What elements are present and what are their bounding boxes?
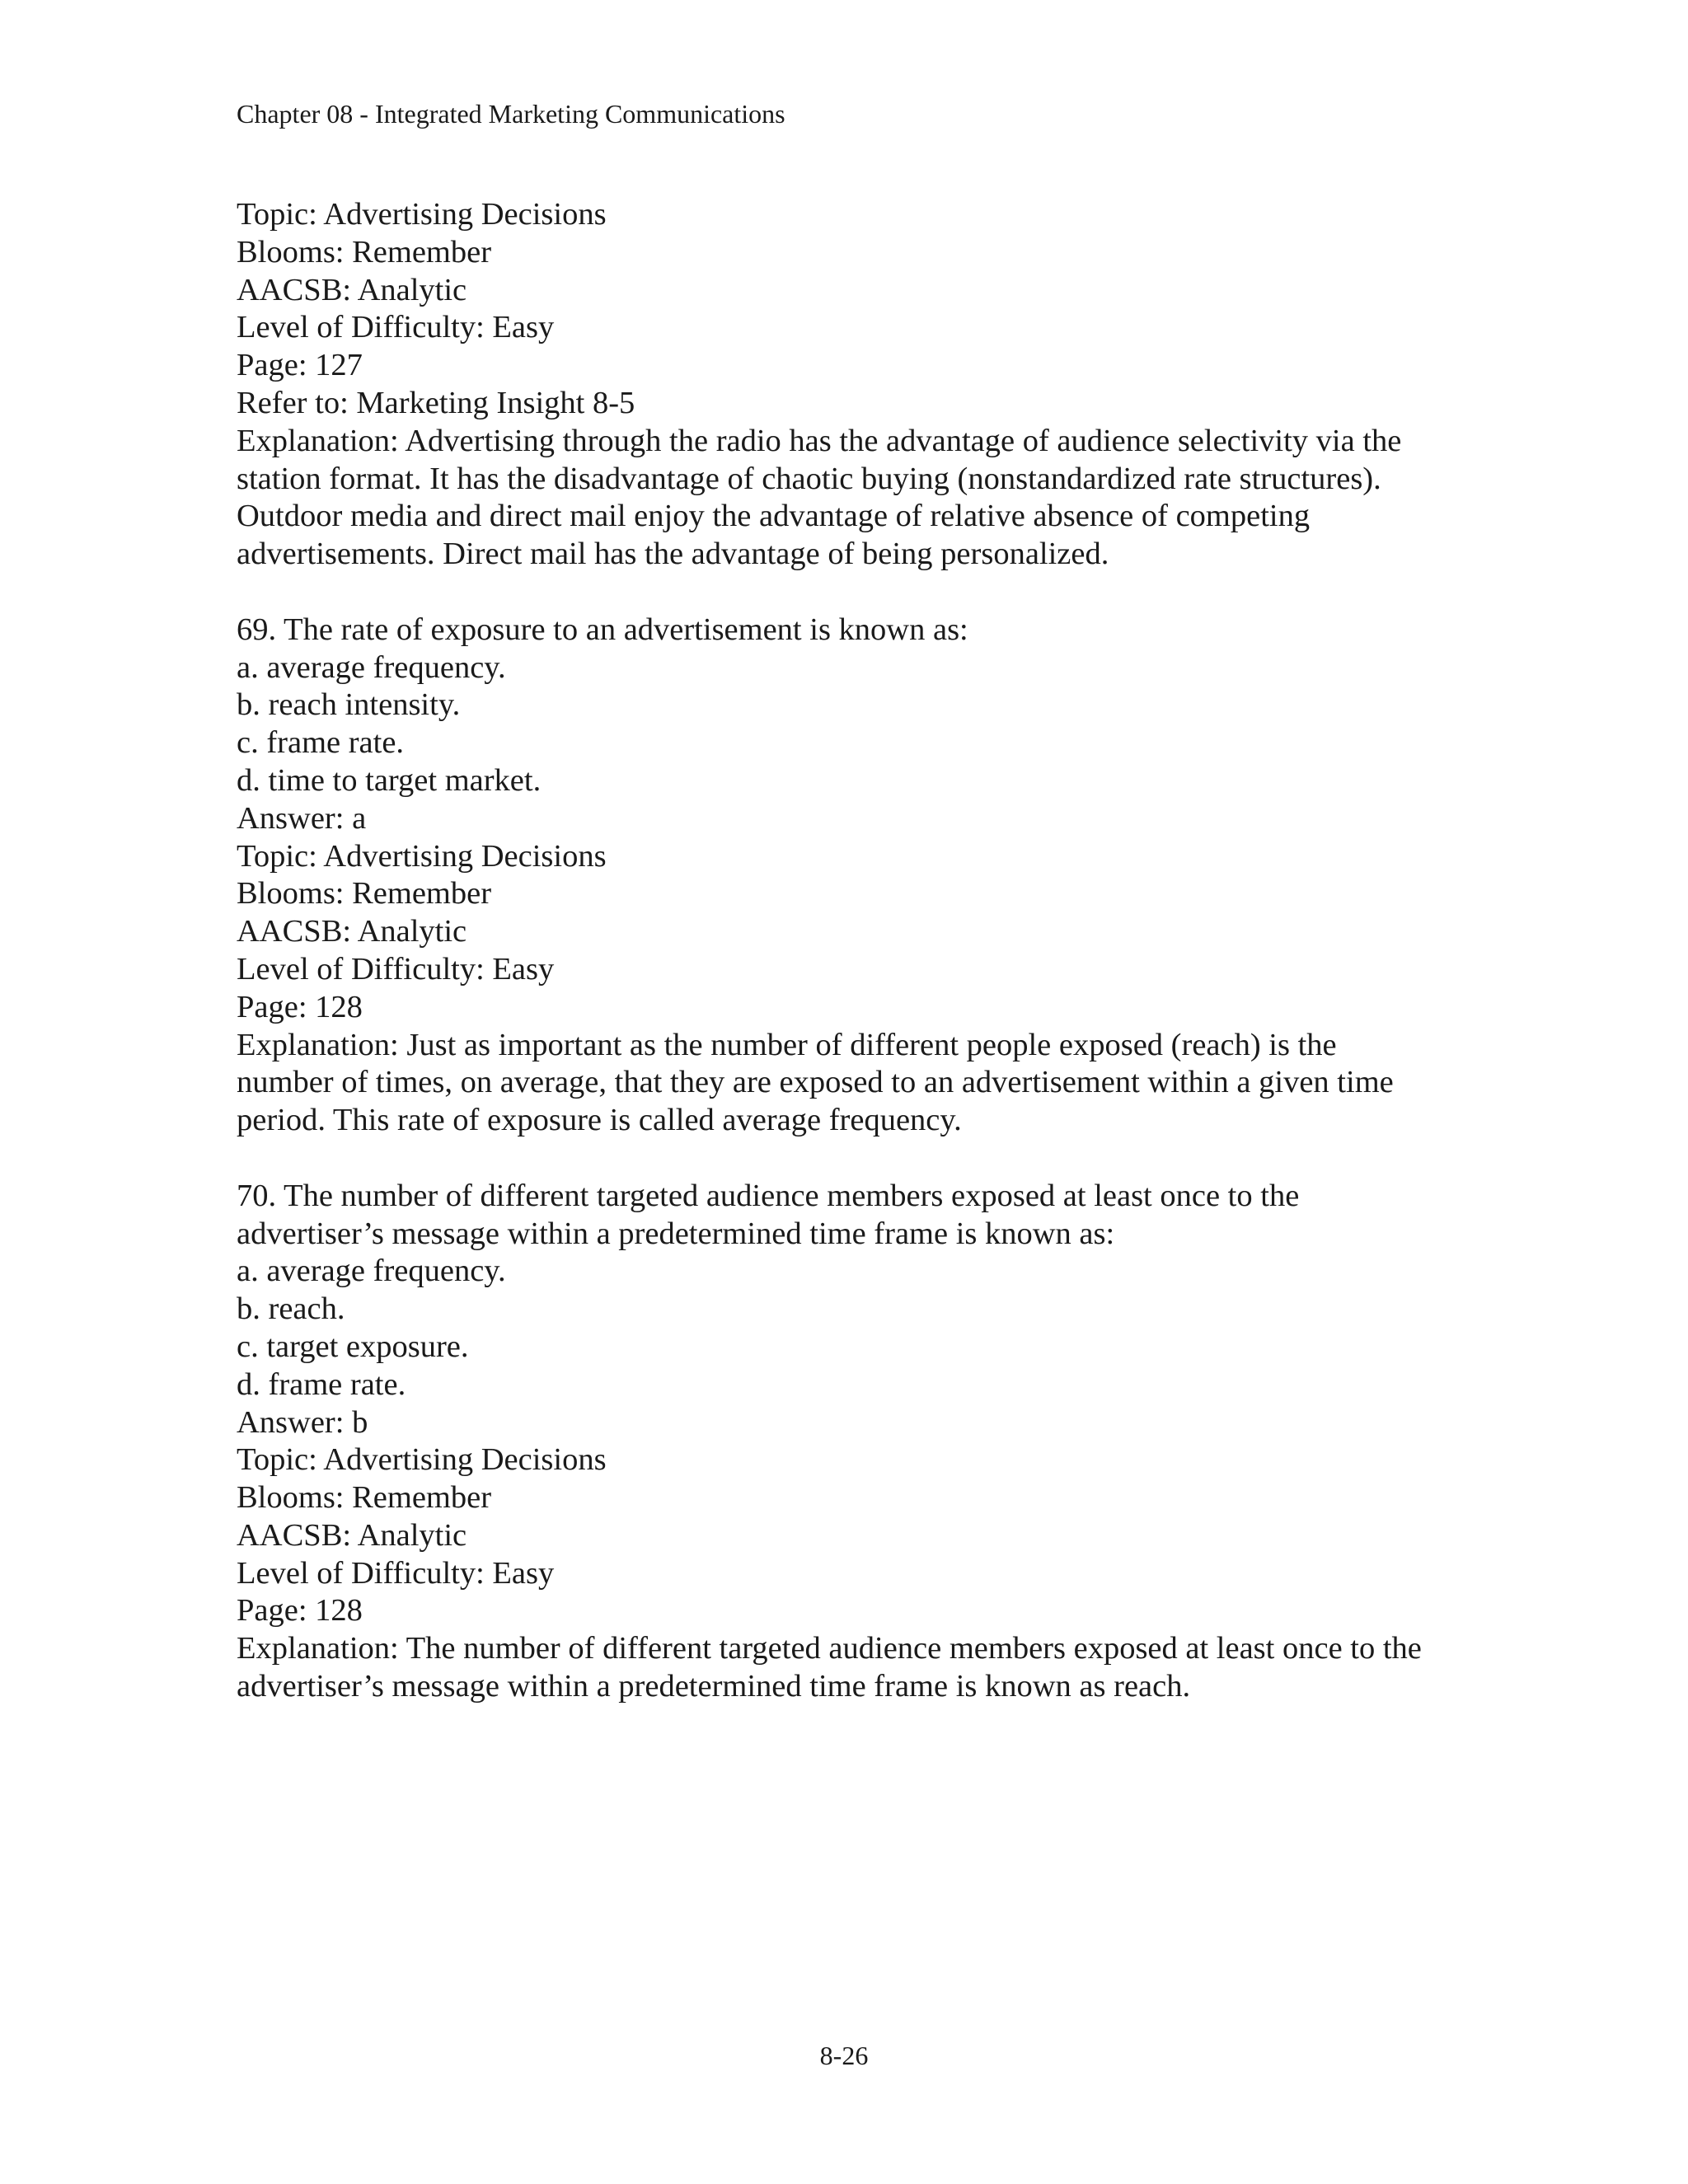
aacsb-line: AACSB: Analytic [237, 914, 467, 949]
question-68-metadata [237, 196, 1473, 574]
difficulty-line: Level of Difficulty: Easy [237, 310, 555, 345]
explanation-line: number of times, on average, that they are exposed to an advertisement within a given time [237, 1065, 1394, 1100]
page-line: Page: 127 [237, 348, 363, 383]
aacsb-line: AACSB: Analytic [237, 272, 467, 307]
blooms-line: Blooms: Remember [237, 234, 492, 269]
paragraph-gap [237, 574, 1473, 612]
question-text: advertiser’s message within a predetermined time frame is known as: [237, 1216, 1115, 1251]
explanation-line: Explanation: Advertising through the radio has the advantage of audience selectivity via the [237, 423, 1402, 458]
aacsb-line: AACSB: Analytic [237, 1517, 467, 1553]
document-body [237, 196, 1473, 1706]
question-text: 69. The rate of exposure to an advertisement is known as: [237, 612, 968, 647]
page-line: Page: 128 [237, 989, 363, 1024]
answer-option: b. reach. [237, 1291, 345, 1327]
refer-line: Refer to: Marketing Insight 8-5 [237, 385, 635, 420]
explanation-line: advertisements. Direct mail has the advantage of being personalized. [237, 537, 1109, 572]
answer-option: a. average frequency. [237, 649, 506, 685]
difficulty-line: Level of Difficulty: Easy [237, 951, 555, 987]
topic-line: Topic: Advertising Decisions [237, 838, 607, 874]
topic-line: Topic: Advertising Decisions [237, 1442, 607, 1478]
topic-line: Topic: Advertising Decisions [237, 197, 607, 232]
question-70 [237, 1178, 1473, 1706]
explanation-line: Explanation: Just as important as the number of different people exposed (reach) is the [237, 1027, 1337, 1062]
answer-option: b. reach intensity. [237, 687, 461, 723]
explanation-line: station format. It has the disadvantage of chaotic buying (nonstandardized rate structures). [237, 461, 1381, 496]
answer-option: c. target exposure. [237, 1329, 469, 1364]
explanation-line: advertiser’s message within a predetermined time frame is known as reach. [237, 1669, 1191, 1704]
paragraph-gap [237, 1140, 1473, 1178]
blooms-line: Blooms: Remember [237, 1480, 492, 1516]
explanation-line: Outdoor media and direct mail enjoy the advantage of relative absence of competing [237, 499, 1311, 534]
page-number: 8-26 [819, 2041, 869, 2070]
explanation-line: Explanation: The number of different targeted audience members exposed at least once to the [237, 1631, 1422, 1666]
answer-line: Answer: a [237, 800, 367, 836]
running-header: Chapter 08 - Integrated Marketing Communications [237, 99, 785, 129]
answer-option: a. average frequency. [237, 1254, 506, 1289]
question-69 [237, 612, 1473, 1140]
answer-option: d. time to target market. [237, 762, 542, 798]
answer-option: d. frame rate. [237, 1366, 406, 1402]
page-line: Page: 128 [237, 1593, 363, 1629]
explanation-line: period. This rate of exposure is called average frequency. [237, 1103, 962, 1138]
blooms-line: Blooms: Remember [237, 876, 492, 912]
answer-line: Answer: b [237, 1404, 368, 1440]
answer-option: c. frame rate. [237, 725, 405, 761]
difficulty-line: Level of Difficulty: Easy [237, 1555, 555, 1591]
question-text: 70. The number of different targeted audience members exposed at least once to the [237, 1178, 1300, 1213]
